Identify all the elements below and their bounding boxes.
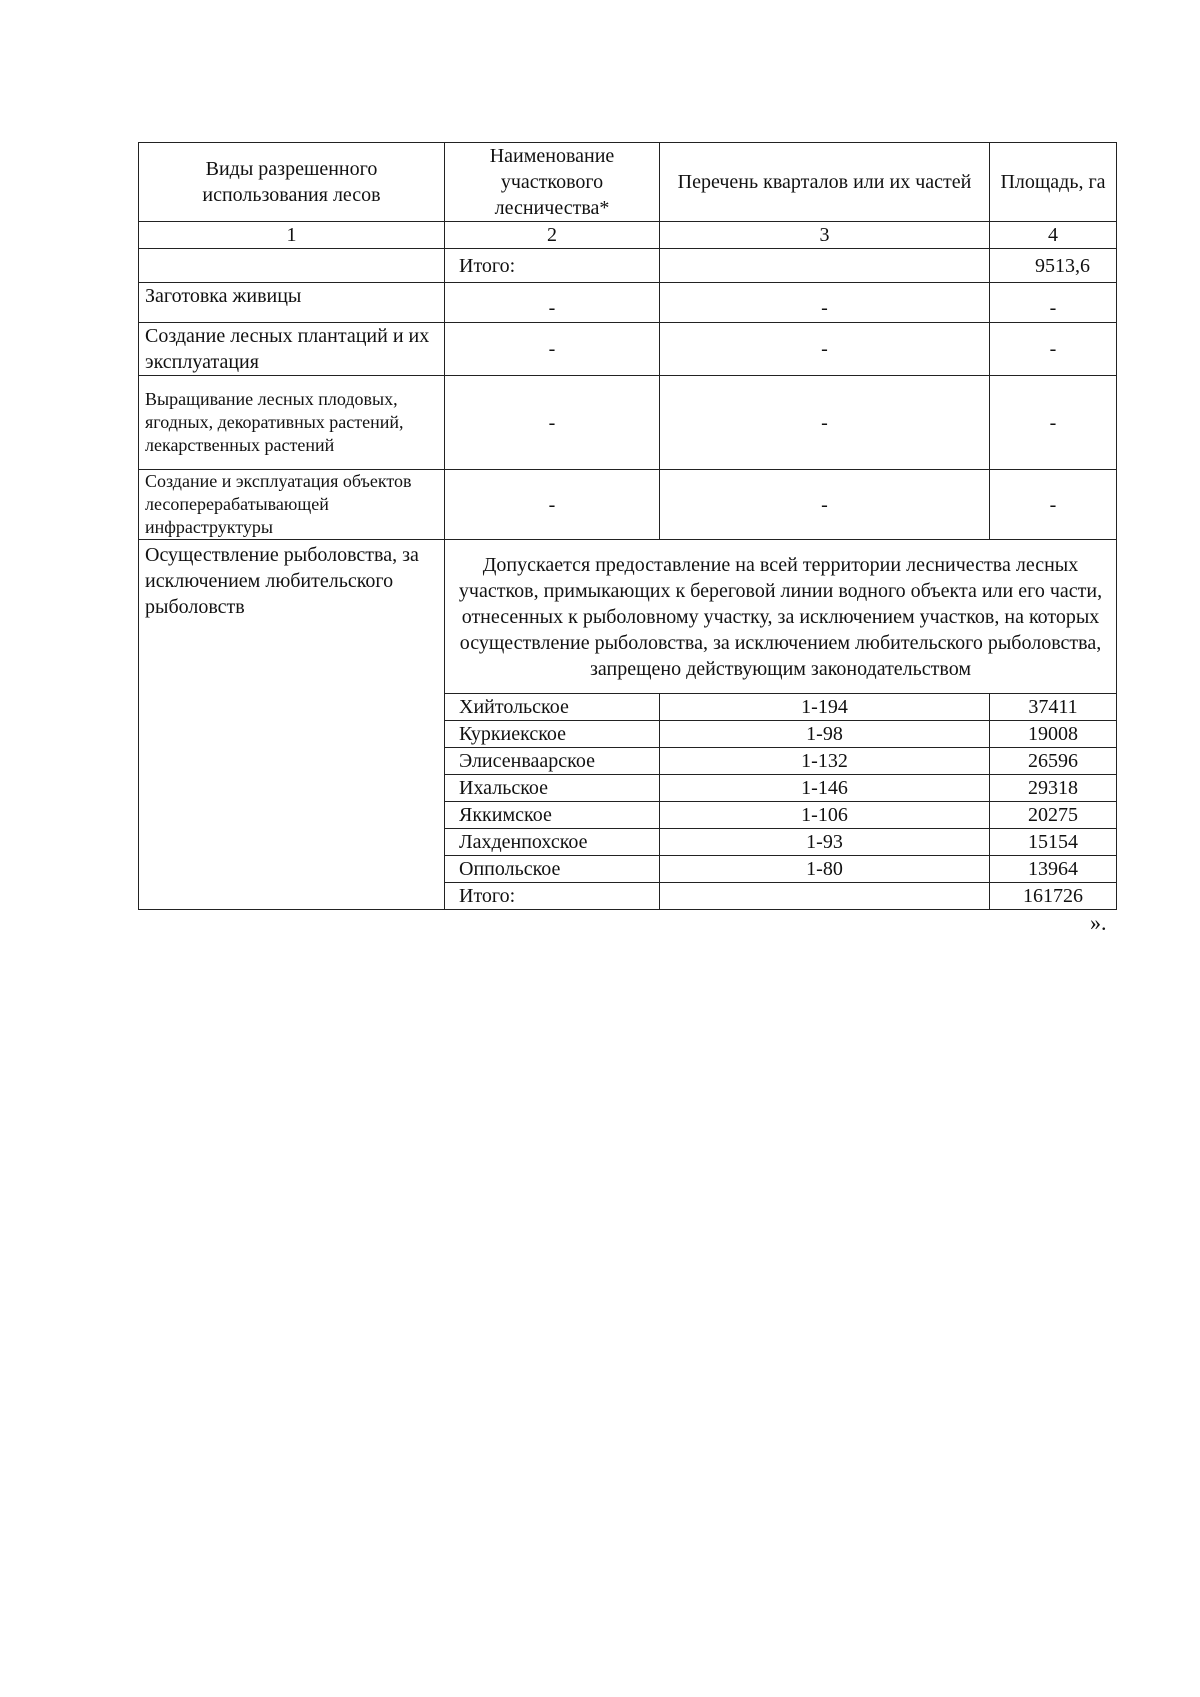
table-row [139, 283, 1117, 323]
quarters-cell: 1-93 [660, 829, 990, 856]
fishing-note-row [139, 540, 1117, 694]
area-cell: 29318 [990, 775, 1117, 802]
total-label: Итого: [445, 883, 660, 910]
forestry-cell: Оппольское [445, 856, 660, 883]
header-forestry: Наименование участкового лесничества* [445, 143, 660, 222]
total-area: 9513,6 [990, 249, 1117, 283]
column-number: 1 [139, 222, 445, 249]
quarters-cell: - [660, 470, 990, 540]
forestry-cell: Куркиекское [445, 721, 660, 748]
total-label: Итого: [445, 249, 660, 283]
forestry-cell: Яккимское [445, 802, 660, 829]
column-number-row [139, 222, 1117, 249]
empty-cell [660, 883, 990, 910]
empty-cell [139, 249, 445, 283]
forestry-cell: Лахденпохское [445, 829, 660, 856]
table-row [139, 376, 1117, 470]
quarters-cell: 1-98 [660, 721, 990, 748]
area-cell: 15154 [990, 829, 1117, 856]
forestry-cell: - [445, 323, 660, 376]
quarters-cell: 1-146 [660, 775, 990, 802]
area-cell: - [990, 323, 1117, 376]
quarters-cell: - [660, 376, 990, 470]
header-quarters: Перечень кварталов или их частей [660, 143, 990, 222]
quarters-cell: - [660, 283, 990, 323]
header-area: Площадь, га [990, 143, 1117, 222]
quarters-cell: 1-194 [660, 694, 990, 721]
quarters-cell: 1-80 [660, 856, 990, 883]
use-kind-cell: Выращивание лесных плодовых, ягодных, декоративных растений, лекарственных растений [139, 376, 445, 470]
fishing-note: Допускается предоставление на всей территории лесничества лесных участков, примыкающих к береговой линии водного объекта или его части, отнесенных к рыболовному участку, за исключением участков, на которых осуществление рыболовства, за исключением любительского рыболовства, запрещено действующим законодательством [445, 540, 1117, 694]
column-number: 2 [445, 222, 660, 249]
quarters-cell: 1-132 [660, 748, 990, 775]
area-cell: 13964 [990, 856, 1117, 883]
area-cell: - [990, 470, 1117, 540]
use-kind-cell: Создание и эксплуатация объектов лесоперерабатывающей инфраструктуры [139, 470, 445, 540]
area-cell: 26596 [990, 748, 1117, 775]
use-kind-cell: Создание лесных плантаций и их эксплуатация [139, 323, 445, 376]
empty-cell [660, 249, 990, 283]
table-row [139, 323, 1117, 376]
column-number: 3 [660, 222, 990, 249]
use-kind-cell: Заготовка живицы [139, 283, 445, 323]
forestry-cell: Хийтольское [445, 694, 660, 721]
forestry-cell: - [445, 376, 660, 470]
closing-quote-mark: ». [1090, 910, 1107, 935]
table-row [139, 470, 1117, 540]
forestry-cell: Ихальское [445, 775, 660, 802]
area-cell: 19008 [990, 721, 1117, 748]
header-use-kind: Виды разрешенного использования лесов [139, 143, 445, 222]
area-cell: 37411 [990, 694, 1117, 721]
area-cell: - [990, 376, 1117, 470]
fishing-use-kind: Осуществление рыболовства, за исключением любительского рыболовств [139, 540, 445, 910]
total-area: 161726 [990, 883, 1117, 910]
forestry-cell: Элисенваарское [445, 748, 660, 775]
area-cell: - [990, 283, 1117, 323]
forestry-cell: - [445, 283, 660, 323]
area-cell: 20275 [990, 802, 1117, 829]
forestry-cell: - [445, 470, 660, 540]
column-number: 4 [990, 222, 1117, 249]
quarters-cell: 1-106 [660, 802, 990, 829]
first-total-row [139, 249, 1117, 283]
quarters-cell: - [660, 323, 990, 376]
header-row [139, 143, 1117, 222]
forest-use-table [138, 142, 1117, 910]
